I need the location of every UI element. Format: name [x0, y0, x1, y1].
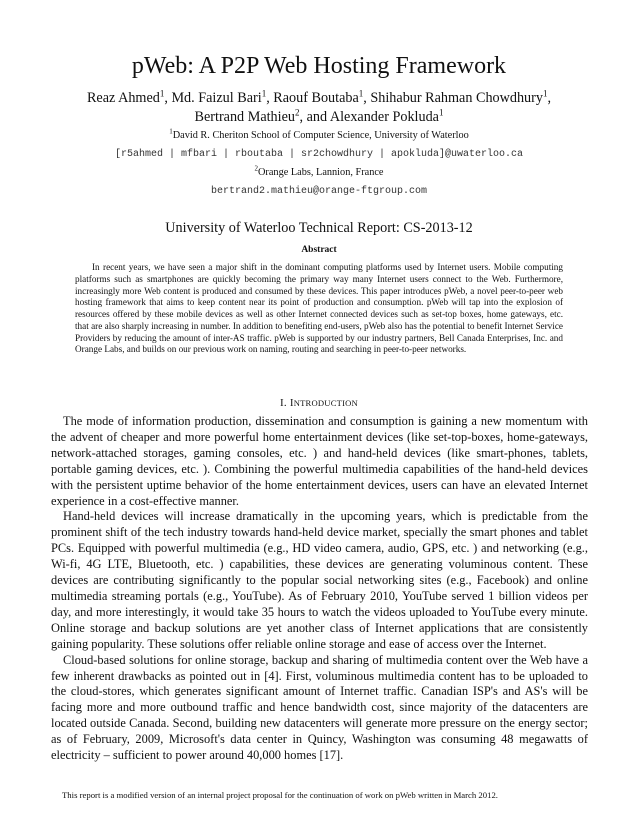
paper-title: pWeb: A P2P Web Hosting Framework — [131, 53, 507, 79]
footnote: This report is a modified version of an internal project proposal for the continuation of work on pWeb written in March 2012. — [62, 790, 498, 800]
author-name: Bertrand Mathieu — [194, 109, 295, 125]
author-name: Reaz Ahmed — [86, 90, 160, 106]
authors-line-1: Reaz Ahmed$^1$, Md. Faizul Bari$^1$, Raouf Boutaba$^1$, Shihabur Rahman Chowdhury$^1$, — [86, 88, 552, 106]
author-name: Alexander Pokluda — [329, 109, 439, 125]
author-name: Md. Faizul Bari — [171, 90, 262, 106]
affiliation-1: $^1$David R. Cheriton School of Computer Science, University of Waterloo — [169, 127, 469, 141]
author-name: Shihabur Rahman Chowdhury — [370, 90, 543, 106]
email-list-1: [r5ahmed | mfbari | rboutaba | sr2chowdhury | apokluda]@uwaterloo.ca — [114, 149, 524, 160]
introduction-body — [51, 414, 588, 764]
section-heading: I. INTRODUCTION — [280, 397, 358, 409]
paragraph: The mode of information production, dissemination and consumption is gaining a new momentum with the advent of cheaper and more powerful home entertainment devices (like set-top-boxes, home-gateways, network-attached storages, gaming consoles, etc. ) and hand-held devices (like smart-phones, tablets, portable gaming devices, etc. ). Combining the powerful multimedia capabilities of the hand-held devices with the persistent uptime behavior of the home entertainment devices, users can have an elevated Internet experience in a cost-effective manner. — [51, 414, 588, 508]
technical-report-id: University of Waterloo Technical Report: CS-2013-12 — [165, 220, 473, 236]
authors-line-2: Bertrand Mathieu$^2$, and Alexander Pokluda$^1$ — [194, 107, 444, 125]
author-list — [40, 89, 598, 127]
email-list-2: bertrand2.mathieu@orange-ftgroup.com — [210, 186, 428, 197]
abstract-text: In recent years, we have seen a major shift in the dominant computing platforms used by Internet users. Mobile computing platforms such as smartphones are quickly becoming the primary way many Internet users connect to the Web. Furthermore, increasingly more Web content is produced and consumed by these devices. This paper introduces pWeb, a novel peer-to-peer web hosting framework that aims to keep content near its point of production and consumption. pWeb will tap into the explosion of resources offered by these mobile devices as well as other Internet connected devices such as set-top boxes, home gateways, etc. that are also sharply increasing in number. In addition to benefiting end-users, pWeb also has the potential to benefit Internet Service Providers by reducing the amount of inter-AS traffic. pWeb is supported by our industry partners, Bell Canada Enterprises, Inc. and Orange Labs, and builds on our previous work on naming, routing and searching in peer-to-peer networks. — [75, 262, 563, 355]
abstract-heading: Abstract — [301, 245, 337, 255]
paragraph: Hand-held devices will increase dramatically in the upcoming years, which is predictable from the prominent shift of the tech industry towards hand-held device market, specially the smart phones and tablet PCs. Equipped with powerful multimedia (e.g., HD video camera, audio, GPS, etc. ) and networking (e.g., Wi-fi, 4G LTE, Bluetooth, etc. ) capabilities, these devices are generating voluminous content. These devices are contributing significantly to the popular social networking sites (e.g., Facebook) and online multimedia streaming portals (e.g., YouTube). As of February 2010, YouTube served 1 billion videos per day, and more interestingly, it would take 35 hours to watch the videos uploaded to YouTube every minute. Online storage and backup solutions are yet another class of Internet applications that are consistently gaining popularity. These solutions offer reliable online storage and ease of access over the Internet. — [51, 509, 588, 651]
affiliation-2: $^2$Orange Labs, Lannion, France — [254, 164, 384, 178]
paragraph: Cloud-based solutions for online storage, backup and sharing of multimedia content over the Web have a few inherent drawbacks as pointed out in [4]. First, voluminous multimedia content has to be uploaded to the cloud-stores, which generates significant amount of Internet traffic. Canadian ISP's and AS's will be facing more and more outbound traffic and hence bandwidth cost, since majority of the datacenters are located outside Canada. Second, building new datacenters will generate more pressure on the energy sector; as of February, 2009, Microsoft's data center in Quincy, Washington was consuming 48 megawatts of electricity – sufficient to power around 40,000 homes [17]. — [51, 652, 588, 763]
author-name: Raouf Boutaba — [273, 90, 359, 106]
